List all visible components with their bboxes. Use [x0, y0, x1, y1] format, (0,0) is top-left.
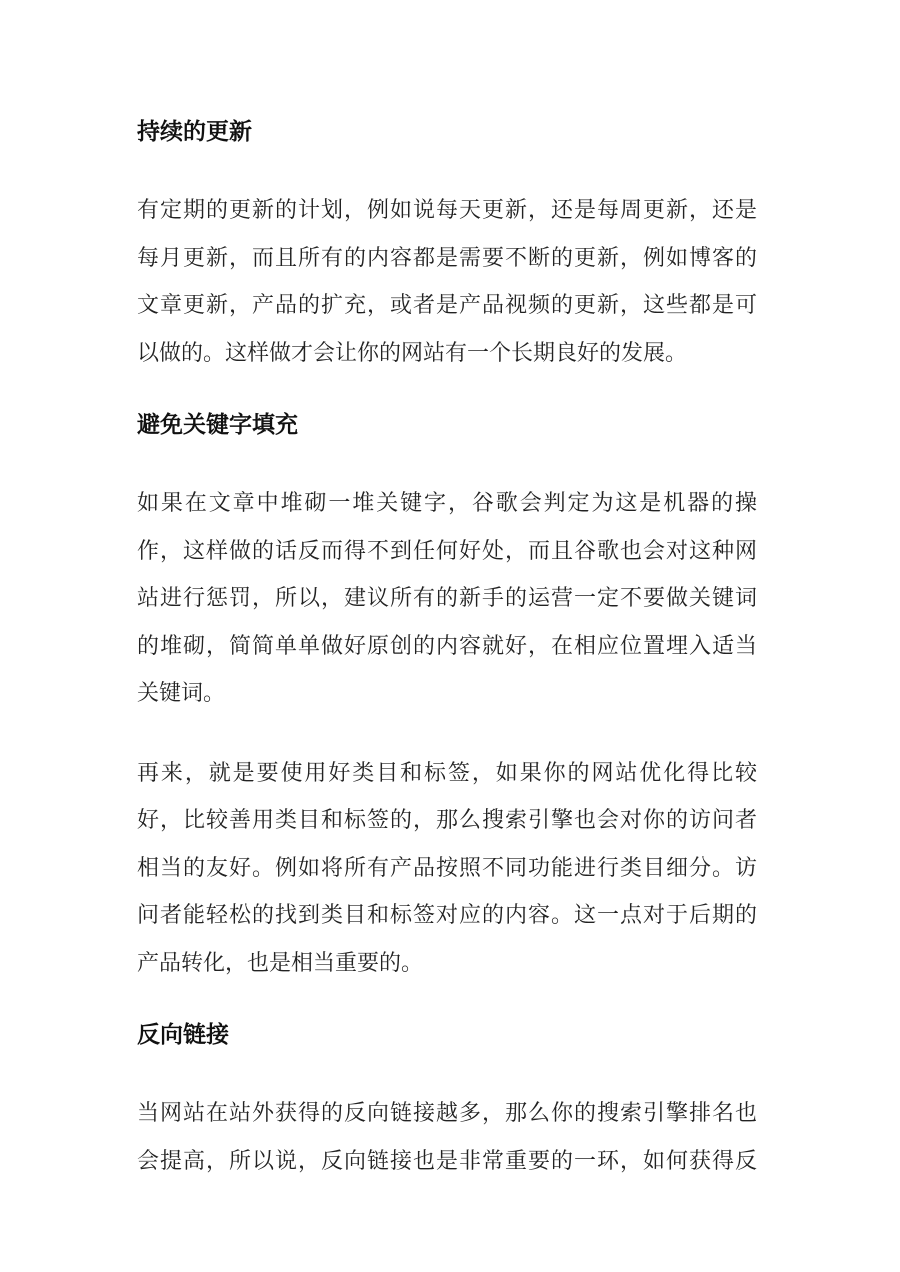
paragraph: [137, 750, 757, 988]
paragraph-line: 会提高，所以说，反向链接也是非常重要的一环，如何获得反: [137, 1148, 757, 1174]
paragraph: [137, 480, 757, 718]
paragraph-line: 有定期的更新的计划，例如说每天更新，还是每周更新，还是: [137, 198, 757, 223]
paragraph: [137, 1090, 757, 1185]
paragraph-line: 的堆砌，简简单单做好原创的内容就好，在相应位置埋入适当: [137, 633, 757, 659]
paragraph-line: 好，比较善用类目和标签的，那么搜索引擎也会对你的访问者: [137, 808, 757, 833]
paragraph-line: 每月更新，而且所有的内容都是需要不断的更新，例如博客的: [137, 245, 757, 271]
paragraph-line: 站进行惩罚，所以，建议所有的新手的运营一定不要做关键词: [137, 586, 757, 611]
paragraph-line: 产品转化，也是相当重要的。: [137, 950, 424, 976]
paragraph-line: 作，这样做的话反而得不到任何好处，而且谷歌也会对这种网: [137, 538, 757, 564]
paragraph-line: 当网站在站外获得的反向链接越多，那么你的搜索引擎排名也: [137, 1101, 757, 1126]
paragraph-line: 关键词。: [137, 681, 226, 706]
paragraph-line: 如果在文章中堆砌一堆关键字，谷歌会判定为这是机器的操: [137, 491, 757, 516]
section-heading-backlinks: 反向链接: [137, 1022, 229, 1048]
paragraph-line: 相当的友好。例如将所有产品按照不同功能进行类目细分。访: [137, 855, 757, 881]
paragraph: [137, 187, 757, 377]
paragraph-line: 以做的。这样做才会让你的网站有一个长期良好的发展。: [137, 340, 688, 366]
section-heading-continuous-updates: 持续的更新: [137, 119, 252, 145]
paragraph-line: 文章更新，产品的扩充，或者是产品视频的更新，这些都是可: [137, 293, 757, 318]
paragraph-line: 再来，就是要使用好类目和标签，如果你的网站优化得比较: [137, 760, 757, 786]
article: [137, 112, 757, 1185]
section-heading-avoid-keyword-stuffing: 避免关键字填充: [137, 412, 298, 438]
paragraph-line: 问者能轻松的找到类目和标签对应的内容。这一点对于后期的: [137, 903, 757, 928]
